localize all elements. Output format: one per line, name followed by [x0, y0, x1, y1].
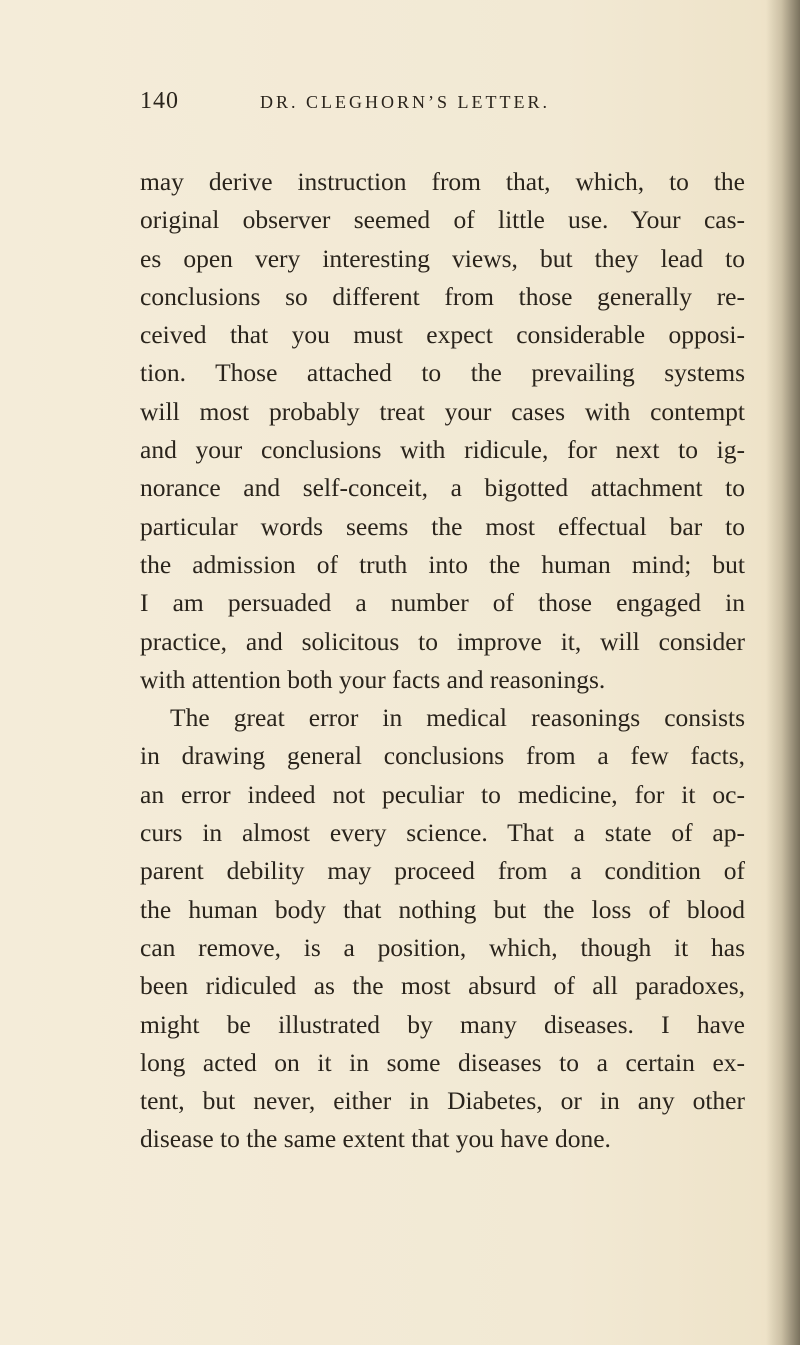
text-line: in drawing general conclusions from a few facts,: [140, 741, 745, 771]
text-line: ceived that you must expect considerable opposi-: [140, 320, 745, 350]
text-line: conclusions so different from those generally re-: [140, 281, 745, 311]
text-line: particular words seems the most effectual bar to: [140, 511, 745, 541]
text-line: will most probably treat your cases with contempt: [140, 396, 745, 426]
paragraph-start-line: The great error in medical reasonings consists: [170, 703, 745, 733]
letter-body: [140, 163, 745, 1159]
text-line: the human body that nothing but the loss of blood: [140, 894, 745, 924]
text-line: curs in almost every science. That a state of ap-: [140, 818, 745, 848]
text-line: parent debility may proceed from a condition of: [140, 856, 745, 886]
running-head: DR. CLEGHORN’S LETTER.: [260, 92, 550, 112]
page-number: 140: [140, 88, 179, 114]
page-edge-shadow: [766, 0, 800, 1345]
text-line: norance and self-conceit, a bigotted attachment to: [140, 473, 745, 503]
text-line: the admission of truth into the human mind; but: [140, 549, 745, 579]
page-header: [140, 88, 760, 118]
text-line: I am persuaded a number of those engaged in: [140, 588, 745, 618]
text-line: may derive instruction from that, which, to the: [140, 167, 745, 196]
text-line: can remove, is a position, which, though it has: [140, 932, 745, 962]
text-line: tent, but never, either in Diabetes, or in any other: [140, 1086, 745, 1116]
text-line: es open very interesting views, but they lead to: [140, 243, 745, 273]
text-line: practice, and solicitous to improve it, will consider: [140, 626, 745, 656]
text-line: been ridiculed as the most absurd of all paradoxes,: [140, 971, 745, 1001]
text-line: tion. Those attached to the prevailing systems: [140, 358, 745, 388]
text-line: might be illustrated by many diseases. I have: [140, 1009, 745, 1039]
text-line: with attention both your facts and reasonings.: [140, 664, 606, 694]
text-line: and your conclusions with ridicule, for next to ig-: [140, 435, 745, 465]
text-line: original observer seemed of little use. Your cas-: [140, 205, 745, 235]
text-line: long acted on it in some diseases to a certain ex-: [140, 1047, 745, 1077]
text-line: disease to the same extent that you have done.: [140, 1124, 611, 1154]
text-line: an error indeed not peculiar to medicine, for it oc-: [140, 779, 745, 809]
